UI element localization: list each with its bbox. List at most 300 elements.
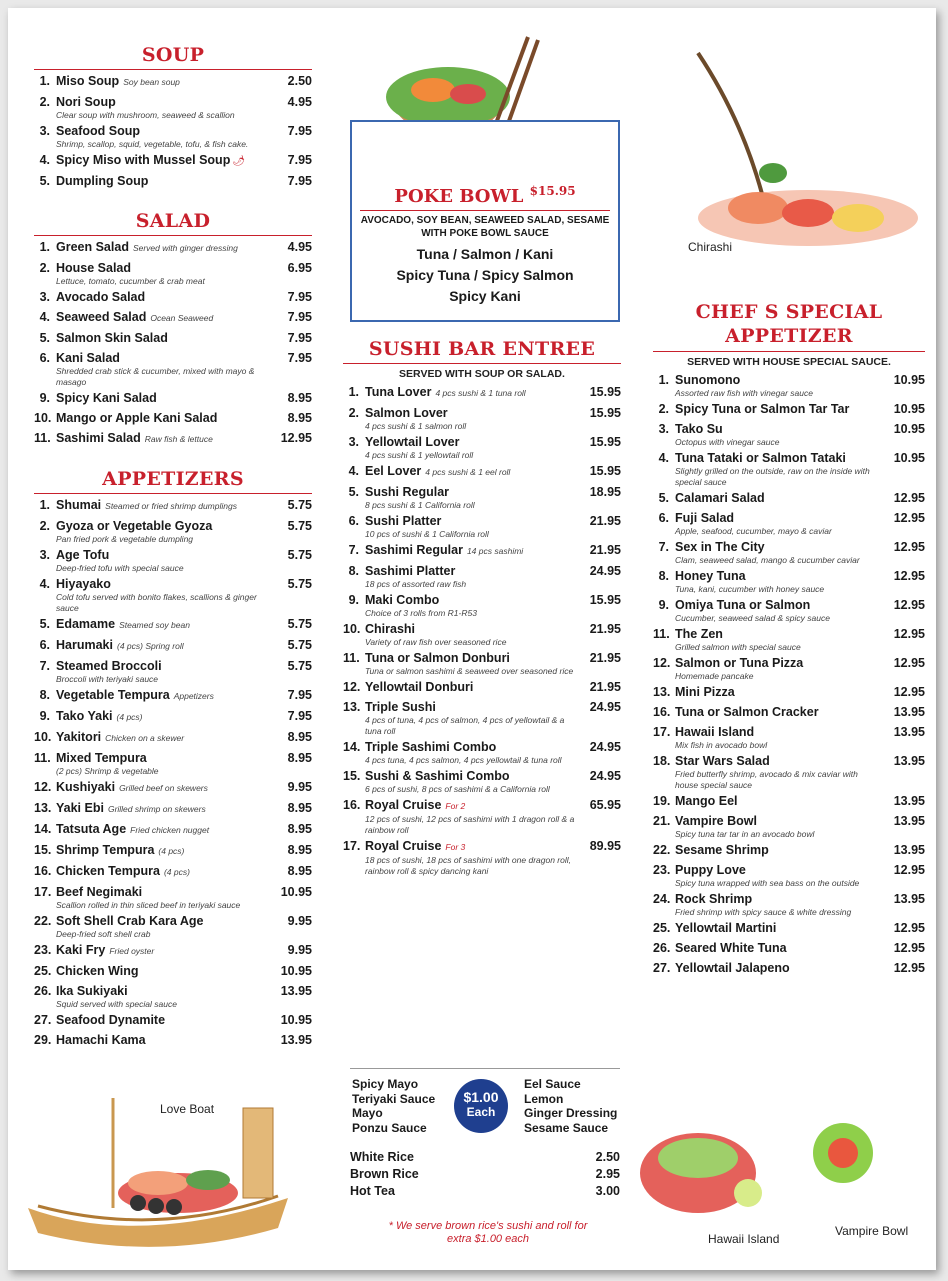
item-description: Grilled salmon with special sauce [675,642,801,652]
item-name: Omiya Tuna or Salmon [675,598,811,612]
chef-special-list [653,373,925,981]
item-name: Honey Tuna [675,569,746,583]
item-name: The Zen [675,627,723,641]
item-price: 12.95 [893,511,925,525]
item-note: Grilled shrimp on skewers [107,804,206,814]
item-number: 4. [39,577,50,591]
menu-item [343,543,621,564]
item-description: Deep-fried soft shell crab [56,929,151,939]
item-name: Seared White Tuna [675,941,787,955]
item-price: 7.95 [287,310,312,324]
item-name: Sushi Platter [365,514,442,528]
right-column [653,300,925,981]
item-number: 13. [653,685,671,699]
menu-item [653,685,925,705]
item-number: 2. [39,519,50,533]
item-description: 4 pcs sushi & 1 salmon roll [365,421,467,431]
item-name: Sushi Regular [365,485,450,499]
sauces-right: Eel Sauce Lemon Ginger Dressing Sesame Sauce [524,1077,618,1135]
item-number: 7. [348,543,359,557]
menu-item [653,863,925,892]
item-price: 12.95 [893,491,925,505]
menu-sheet [8,8,936,1270]
sauce-price-badge: $1.00 Each [454,1079,508,1133]
item-price: 89.95 [589,839,621,853]
item-number: 29. [34,1033,52,1047]
item-name: Vegetable Tempura [56,688,170,702]
item-price: 10.95 [280,964,312,978]
item-price: 7.95 [287,351,312,365]
menu-item [34,943,312,964]
item-serving: For 2 [445,801,466,811]
poke-bowl-options [352,244,618,307]
item-number: 6. [348,514,359,528]
item-price: 7.95 [287,124,312,138]
menu-item [34,240,312,261]
menu-item [653,627,925,656]
item-name: Tuna or Salmon Cracker [675,705,819,719]
item-name: Yakitori [56,730,102,744]
item-name: Hiyayako [56,577,111,591]
item-description: Deep-fried tofu with special sauce [56,563,184,573]
item-price: 9.95 [287,914,312,928]
item-description: Squid served with special sauce [56,999,177,1009]
soup-title: SOUP [141,44,205,66]
item-price: 5.75 [287,548,312,562]
menu-item [653,511,925,540]
item-number: 5. [348,485,359,499]
rice-row: White Rice 2.50 [350,1150,620,1164]
item-price: 5.75 [287,638,312,652]
item-description: Slightly grilled on the outside, raw on the inside with special sauce [675,466,870,487]
item-description: Broccoli with teriyaki sauce [56,674,159,684]
item-price: 10.95 [893,373,925,387]
item-name: Spicy Tuna or Salmon Tar Tar [675,402,850,416]
item-description: Mix fish in avocado bowl [675,740,768,750]
menu-item [343,769,621,798]
item-name: Tako Su [675,422,723,436]
menu-item [34,95,312,124]
item-name: Salmon Skin Salad [56,331,168,345]
item-price: 13.95 [893,843,925,857]
item-note: (4 pcs) [158,846,185,856]
item-note: Fried oyster [109,946,155,956]
item-number: 10. [34,411,52,425]
appetizers-title: APPETIZERS [102,468,244,490]
menu-item [343,740,621,769]
menu-item [34,822,312,843]
item-description: 8 pcs sushi & 1 California roll [365,500,475,510]
menu-item [653,941,925,961]
menu-item [343,700,621,740]
item-name: Sesame Shrimp [675,843,769,857]
menu-item [343,651,621,680]
item-number: 1. [39,74,50,88]
menu-item [653,491,925,511]
item-name: Spicy Kani Salad [56,391,157,405]
chef-special-subtitle: SERVED WITH HOUSE SPECIAL SAUCE. [687,356,891,368]
item-number: 12. [653,656,671,670]
item-name: Seafood Soup [56,124,141,138]
item-price: 24.95 [589,740,621,754]
item-number: 4. [348,464,359,478]
menu-item [34,659,312,688]
item-price: 13.95 [893,892,925,906]
menu-item [34,964,312,984]
item-note: Steamed or fried shrimp dumplings [105,501,237,511]
menu-item [343,680,621,700]
menu-item [653,402,925,422]
item-number: 5. [39,174,50,188]
item-note: Fried chicken nugget [130,825,210,835]
item-price: 12.95 [893,627,925,641]
item-price: 5.75 [287,498,312,512]
salad-title: SALAD [135,210,211,232]
item-name: Sashimi Regular [365,543,463,557]
item-description: Shrimp, scallop, squid, vegetable, tofu, & fish cake. [56,139,249,149]
item-price: 13.95 [893,794,925,808]
menu-item [34,391,312,411]
item-number: 5. [39,331,50,345]
item-number: 6. [39,638,50,652]
item-number: 19. [653,794,671,808]
menu-item [343,485,621,514]
item-note: Chicken on a skewer [105,733,185,743]
item-note: Soy bean soup [123,77,180,87]
item-name: Sashimi Platter [365,564,456,578]
item-number: 18. [653,754,671,768]
item-number: 25. [653,921,671,935]
item-number: 8. [348,564,359,578]
item-number: 9. [39,391,50,405]
item-description: 6 pcs of sushi, 8 pcs of sashimi & a California roll [365,784,550,794]
sauces-left: Spicy Mayo Teriyaki Sauce Mayo Ponzu Sauce [352,1077,436,1135]
item-name: Ika Sukiyaki [56,984,128,998]
menu-item [34,331,312,351]
item-price: 24.95 [589,700,621,714]
item-name: Miso Soup [56,74,120,88]
item-price: 7.95 [287,174,312,188]
menu-item [343,593,621,622]
item-price: 13.95 [893,754,925,768]
item-description: 4 pcs of tuna, 4 pcs of salmon, 4 pcs of yellowtail & a tuna roll [365,715,565,736]
item-name: Yellowtail Lover [365,435,460,449]
menu-item [34,153,312,174]
item-number: 4. [39,153,50,167]
menu-item [34,843,312,864]
item-note: Appetizers [173,691,214,701]
menu-item [653,843,925,863]
item-number: 25. [34,964,52,978]
menu-item [343,798,621,839]
salad-list [34,240,312,452]
item-name: Age Tofu [56,548,110,562]
menu-item [34,174,312,194]
menu-item [34,709,312,730]
item-price: 10.95 [893,422,925,436]
item-description: 12 pcs of sushi, 12 pcs of sashimi with 1 dragon roll & a rainbow roll [365,814,575,835]
chef-special-title: CHEF S SPECIAL APPETIZER [695,301,883,347]
menu-item [343,839,621,880]
menu-item [343,622,621,651]
item-price: 18.95 [589,485,621,499]
item-price: 5.75 [287,659,312,673]
item-price: 12.95 [893,961,925,975]
item-number: 7. [658,540,669,554]
item-number: 16. [653,705,671,719]
item-note: (4 pcs) Spring roll [116,641,184,651]
item-name: Mango or Apple Kani Salad [56,411,218,425]
item-price: 8.95 [287,822,312,836]
menu-item [34,730,312,751]
item-price: 10.95 [893,402,925,416]
menu-item [343,464,621,485]
item-note: Steamed soy bean [119,620,190,630]
item-price: 12.95 [893,941,925,955]
item-name: Green Salad [56,240,129,254]
item-description: Clear soup with mushroom, seaweed & scallion [56,110,235,120]
item-price: 15.95 [589,385,621,399]
item-serving: For 3 [445,842,466,852]
item-note: Raw fish & lettuce [144,434,213,444]
item-number: 1. [39,498,50,512]
item-price: 10.95 [280,885,312,899]
item-price: 13.95 [893,725,925,739]
menu-item [653,656,925,685]
item-description: Lettuce, tomato, cucumber & crab meat [56,276,205,286]
item-price: 13.95 [280,984,312,998]
item-name: Mixed Tempura [56,751,147,765]
sauces-box [350,1068,620,1144]
item-description: Fried shrimp with spicy sauce & white dressing [675,907,852,917]
item-description: Tuna or salmon sashimi & seaweed over seasoned rice [365,666,574,676]
item-number: 5. [39,617,50,631]
menu-item [653,725,925,754]
menu-item [34,548,312,577]
item-number: 1. [39,240,50,254]
item-description: Assorted raw fish with vinegar sauce [675,388,813,398]
item-note: Ocean Seaweed [150,313,214,323]
item-number: 11. [34,431,51,445]
item-number: 2. [39,261,50,275]
item-number: 23. [34,943,52,957]
item-name: Mango Eel [675,794,738,808]
item-number: 1. [658,373,669,387]
item-price: 7.95 [287,331,312,345]
item-price: 12.95 [893,685,925,699]
rice-note: * We serve brown rice's sushi and roll for extra $1.00 each [388,1220,588,1245]
item-name: Tatsuta Age [56,822,127,836]
item-price: 8.95 [287,391,312,405]
item-name: Nori Soup [56,95,116,109]
item-description: Cucumber, seaweed salad & spicy sauce [675,613,830,623]
menu-item [653,794,925,814]
item-price: 8.95 [287,801,312,815]
appetizers-list [34,498,312,1053]
item-number: 26. [653,941,671,955]
item-name: Triple Sushi [365,700,436,714]
menu-item [34,290,312,310]
sushi-bar-title: SUSHI BAR ENTREE [368,338,596,360]
item-note: 4 pcs sushi & 1 tuna roll [435,388,526,398]
item-price: 13.95 [893,814,925,828]
menu-item [343,385,621,406]
item-note: (4 pcs) [116,712,143,722]
item-name: Sashimi Salad [56,431,141,445]
menu-item [343,406,621,435]
item-name: Royal Cruise [365,798,442,812]
menu-item [653,814,925,843]
item-name: Kani Salad [56,351,120,365]
item-number: 15. [343,769,361,783]
poke-bowl-title: POKE BOWL $^{\$15.95}$ [394,184,576,207]
item-number: 5. [658,491,669,505]
menu-item [34,431,312,452]
item-price: 10.95 [893,451,925,465]
item-name: Yellowtail Martini [675,921,777,935]
item-price: 15.95 [589,435,621,449]
item-price: 21.95 [589,622,621,636]
menu-item [34,577,312,617]
item-description: Choice of 3 rolls from R1-R53 [365,608,477,618]
menu-item [34,751,312,780]
item-note: (4 pcs) [163,867,190,877]
menu-item [34,984,312,1013]
item-name: Soft Shell Crab Kara Age [56,914,204,928]
menu-item [653,451,925,491]
item-name: Shumai [56,498,102,512]
item-number: 11. [343,651,360,665]
chirashi-image [638,48,928,268]
item-number: 14. [343,740,361,754]
item-name: Eel Lover [365,464,422,478]
item-number: 13. [34,801,52,815]
item-price: 12.95 [893,656,925,670]
item-number: 9. [39,709,50,723]
item-name: House Salad [56,261,132,275]
item-name: Hamachi Kama [56,1033,146,1047]
item-price: 8.95 [287,864,312,878]
item-name: Mini Pizza [675,685,735,699]
item-number: 6. [39,351,50,365]
item-number: 4. [658,451,669,465]
item-number: 24. [653,892,671,906]
soup-list [34,74,312,194]
item-number: 1. [348,385,359,399]
item-price: 7.95 [287,153,312,167]
item-price: 4.95 [287,95,312,109]
item-name: Avocado Salad [56,290,146,304]
menu-item [34,914,312,943]
menu-item [653,540,925,569]
rice-row: Brown Rice 2.95 [350,1167,620,1181]
item-number: 23. [653,863,671,877]
item-description: Octopus with vinegar sauce [675,437,780,447]
item-name: Vampire Bowl [675,814,757,828]
menu-item [343,564,621,593]
hawaii-vampire-image [628,1098,928,1238]
item-price: 6.95 [287,261,312,275]
vampire-bowl-caption: Vampire Bowl [835,1224,909,1238]
menu-item [34,124,312,153]
chirashi-caption: Chirashi [688,240,733,254]
menu-item [34,638,312,659]
item-name: Shrimp Tempura [56,843,155,857]
item-name: Seaweed Salad [56,310,147,324]
item-description: Tuna, kani, cucumber with honey sauce [675,584,825,594]
menu-item [34,411,312,431]
item-price: 5.75 [287,519,312,533]
item-price: 12.95 [893,540,925,554]
item-price: 7.95 [287,688,312,702]
menu-item [34,74,312,95]
love-boat-caption: Love Boat [160,1102,215,1116]
menu-item [34,885,312,914]
left-column [34,8,312,1053]
rice-row: Hot Tea 3.00 [350,1184,620,1198]
item-price: 21.95 [589,651,621,665]
item-number: 7. [39,659,50,673]
item-price: 8.95 [287,751,312,765]
item-note: 14 pcs sashimi [466,546,524,556]
item-description: 4 pcs sushi & 1 yellowtail roll [365,450,474,460]
menu-item [34,351,312,391]
item-number: 9. [348,593,359,607]
menu-item [34,688,312,709]
item-name: Sex in The City [675,540,765,554]
item-price: 12.95 [280,431,312,445]
item-name: Seafood Dynamite [56,1013,166,1027]
item-name: Steamed Broccoli [56,659,162,673]
item-note: 4 pcs sushi & 1 eel roll [425,467,511,477]
rice-list [350,1149,620,1200]
item-name: Hawaii Island [675,725,755,739]
item-description: Variety of raw fish over seasoned rice [365,637,507,647]
item-description: 4 pcs tuna, 4 pcs salmon, 4 pcs yellowtail & tuna roll [365,755,562,765]
item-number: 4. [39,310,50,324]
item-name: Yellowtail Jalapeno [675,961,790,975]
item-number: 27. [653,961,671,975]
item-number: 10. [343,622,361,636]
menu-item [343,514,621,543]
item-price: 8.95 [287,843,312,857]
poke-bowl-price: $15.95 [529,184,576,198]
item-description: Pan fried pork & vegetable dumpling [56,534,194,544]
item-description: 18 pcs of assorted raw fish [365,579,467,589]
item-name: Calamari Salad [675,491,765,505]
item-note: Grilled beef on skewers [119,783,208,793]
item-number: 8. [39,688,50,702]
item-description: Apple, seafood, cucumber, mayo & caviar [675,526,832,536]
poke-option: Spicy Kani [449,288,521,304]
menu-item [34,780,312,801]
poke-option: Tuna / Salmon / Kani [416,246,554,262]
menu-item [34,864,312,885]
item-description: 10 pcs of sushi & 1 California roll [365,529,489,539]
item-name: Spicy Miso with Mussel Soup [56,153,231,167]
menu-item [34,519,312,548]
menu-item [34,1013,312,1033]
sushi-bar-list [343,385,621,880]
item-name: Triple Sashimi Combo [365,740,497,754]
item-number: 3. [39,548,50,562]
item-price: 13.95 [280,1033,312,1047]
item-name: Gyoza or Vegetable Gyoza [56,519,213,533]
item-name: Sunomono [675,373,741,387]
item-price: 9.95 [287,943,312,957]
item-price: 15.95 [589,464,621,478]
item-name: Beef Negimaki [56,885,143,899]
